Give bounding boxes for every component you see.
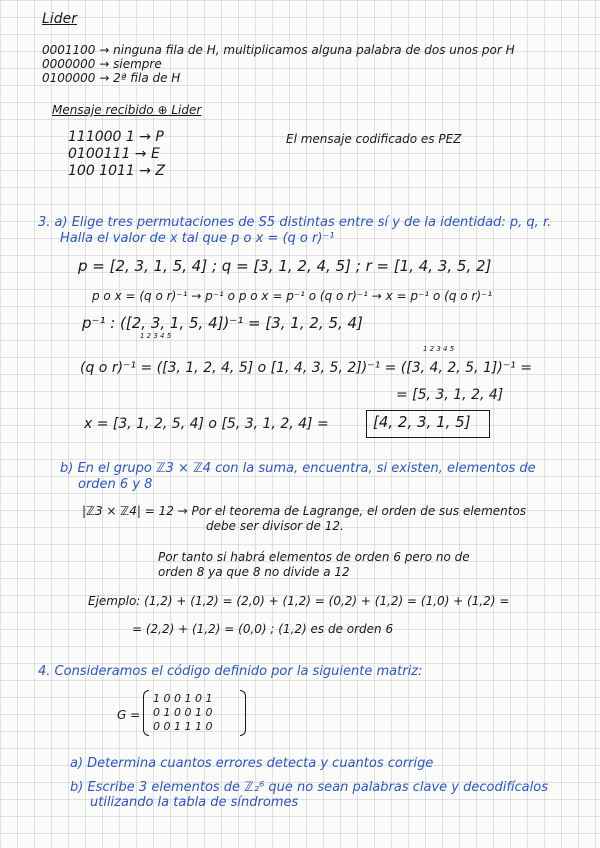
q3b-statement-2: orden 6 y 8 [78,477,153,492]
q4a-statement: a) Determina cuantos errores detecta y cuantos corrige [70,756,434,771]
matrix-bracket-right [240,690,246,736]
matrix-bracket-left [143,690,149,736]
q3b-line-3: Por tanto si habrá elementos de orden 6 pero no de [158,550,470,564]
q3b-example-1: Ejemplo: (1,2) + (1,2) = (2,0) + (1,2) = (0,2) + (1,2) = (1,0) + (1,2) = [88,594,510,608]
q4-statement: 4. Consideramos el código definido por la siguiente matriz: [38,664,423,679]
q3a-derivation: p o x = (q o r)⁻¹ → p⁻¹ o p o x = p⁻¹ o (q o r)⁻¹ → x = p⁻¹ o (q o r)⁻¹ [92,289,493,303]
q3a-statement-1: 3. a) Elige tres permutaciones de S5 distintas entre sí y de la identidad: p, q, r. [38,215,552,230]
q3a-qor-indices: 1 2 3 4 5 [423,345,455,353]
q3a-x-computation: x = [3, 1, 2, 5, 4] o [5, 3, 1, 2, 4] = [84,416,329,432]
q3b-example-2: = (2,2) + (1,2) = (0,0) ; (1,2) es de orden 6 [132,622,394,636]
page-title: Lider [42,11,77,27]
q3a-answer: [4, 2, 3, 1, 5] [373,413,471,431]
q3a-qor-result: = [5, 3, 1, 2, 4] [396,387,504,403]
q4b-statement-1: b) Escribe 3 elementos de ℤ₂⁶ que no sean palabras clave y decodifícalos [70,780,548,795]
q3b-line-2: debe ser divisor de 12. [206,519,344,533]
note-line-3: 0100000 → 2ª fila de H [42,71,181,85]
matrix-row-3: 0 0 1 1 1 0 [153,720,213,733]
message-row-3: 100 1011 → Z [68,163,166,179]
message-row-1: 111000 1 → P [68,129,164,145]
q4b-statement-2: utilizando la tabla de síndromes [90,795,299,810]
q3b-line-4: orden 8 ya que 8 no divide a 12 [158,565,350,579]
q3a-p-inverse-indices: 1 2 3 4 5 [140,332,172,340]
q3b-statement-1: b) En el grupo ℤ3 × ℤ4 con la suma, encuentra, si existen, elementos de [60,461,536,476]
note-line-2: 0000000 → siempre [42,57,162,71]
message-row-2: 0100111 → E [68,146,160,162]
q3b-line-1: |ℤ3 × ℤ4| = 12 → Por el teorema de Lagrange, el orden de sus elementos [82,504,527,518]
matrix-row-2: 0 1 0 0 1 0 [153,706,213,719]
note-line-1: 0001100 → ninguna fila de H, multiplicamos alguna palabra de dos unos por H [42,43,515,57]
message-header: Mensaje recibido ⊕ Lider [52,103,202,117]
q3a-qor-inverse: (q o r)⁻¹ = ([3, 1, 2, 4, 5] o [1, 4, 3, 5, 2])⁻¹ = ([3, 4, 2, 5, 1])⁻¹ = [80,360,532,376]
matrix-label: G = [117,708,141,722]
q3a-statement-2: Halla el valor de x tal que p o x = (q o r)⁻¹ [60,231,335,246]
message-result: El mensaje codificado es PEZ [286,132,462,146]
q3a-permutations: p = [2, 3, 1, 5, 4] ; q = [3, 1, 2, 4, 5] ; r = [1, 4, 3, 5, 2] [78,257,492,275]
matrix-row-1: 1 0 0 1 0 1 [153,692,213,705]
q3a-p-inverse: p⁻¹ : ([2, 3, 1, 5, 4])⁻¹ = [3, 1, 2, 5, 4] [82,314,363,332]
